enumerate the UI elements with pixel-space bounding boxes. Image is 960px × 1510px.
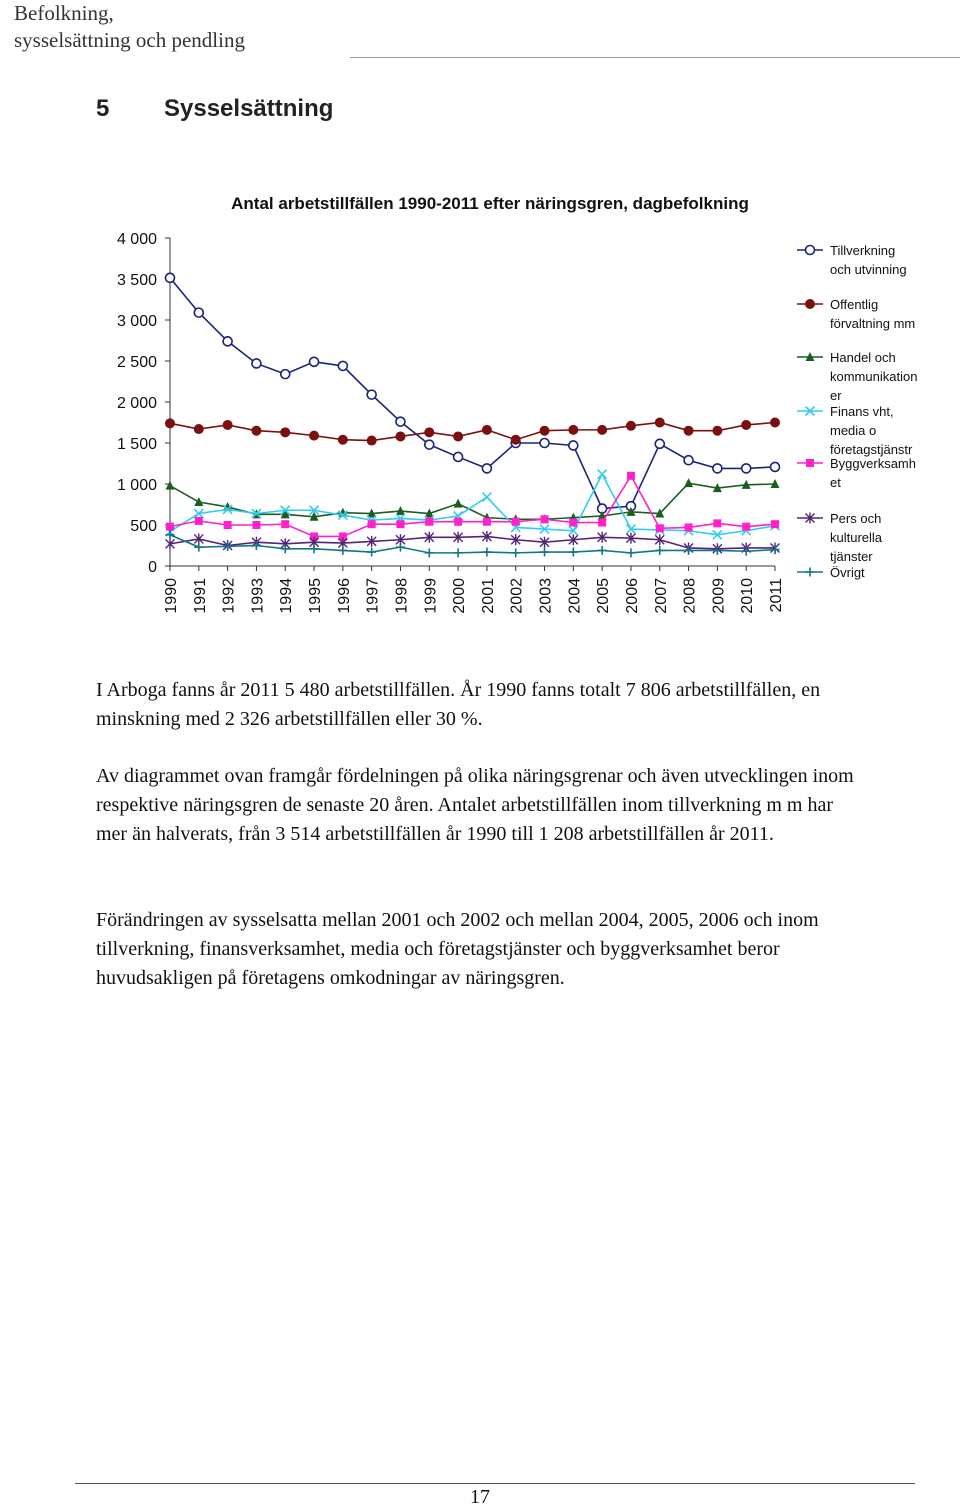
data-point — [598, 546, 607, 555]
y-tick-label: 3 500 — [116, 272, 157, 289]
data-point — [655, 418, 664, 427]
legend-entry-6 — [797, 565, 865, 580]
series-line — [170, 483, 775, 519]
data-point — [396, 432, 405, 441]
data-point — [338, 435, 347, 444]
page-number: 17 — [470, 1486, 490, 1508]
data-point — [194, 425, 203, 434]
chart-title: Antal arbetstillfällen 1990-2011 efter näringsgren, dagbefolkning — [231, 194, 749, 213]
data-point — [425, 428, 434, 437]
footer-rule — [75, 1483, 915, 1484]
data-point — [626, 421, 635, 430]
data-point — [627, 472, 635, 480]
x-tick-label: 1999 — [422, 578, 440, 614]
data-point — [483, 518, 491, 526]
data-point — [598, 425, 607, 434]
data-point — [656, 524, 664, 532]
x-tick-label: 2007 — [652, 578, 670, 614]
data-point — [223, 420, 232, 429]
data-point — [569, 548, 578, 557]
paragraph-3: Förändringen av sysselsatta mellan 2001 och 2002 och mellan 2004, 2005, 2006 och inom tillverkning, finansverksamhet, media och företagstjänster och byggverksamhet beror huvudsakligen på företagens omkodningar av näringsgren. — [96, 909, 819, 989]
data-point — [569, 441, 578, 450]
legend-label: Byggverksamh — [830, 456, 916, 471]
x-tick-label: 1995 — [307, 578, 325, 614]
data-point — [425, 548, 434, 557]
data-point — [511, 548, 520, 557]
legend-marker — [806, 459, 814, 467]
data-point — [367, 390, 376, 399]
legend-label: tjänster — [830, 549, 873, 564]
data-point — [684, 456, 693, 465]
data-point — [368, 520, 376, 528]
header-rule — [350, 57, 960, 58]
data-point — [281, 544, 290, 553]
data-point — [454, 518, 462, 526]
data-point — [482, 493, 491, 502]
series-line — [170, 278, 775, 509]
data-point — [713, 464, 722, 473]
data-point — [655, 439, 664, 448]
legend-label: Handel och — [830, 350, 896, 365]
x-tick-label: 1990 — [163, 578, 180, 614]
y-tick-label: 2 000 — [116, 395, 157, 412]
legend-label: et — [830, 475, 841, 490]
data-point — [396, 543, 405, 552]
data-point — [224, 521, 232, 529]
data-point — [166, 530, 175, 539]
data-point — [281, 370, 290, 379]
section-number: 5 — [96, 95, 110, 122]
data-point — [195, 517, 203, 525]
header-line-2: sysselsättning och pendling — [14, 28, 245, 52]
data-point — [482, 425, 491, 434]
data-point — [655, 546, 664, 555]
data-point — [511, 435, 520, 444]
data-point — [425, 440, 434, 449]
data-point — [598, 519, 606, 527]
data-point — [166, 273, 175, 282]
data-point — [685, 523, 693, 531]
y-tick-label: 4 000 — [116, 231, 157, 248]
legend-marker — [806, 300, 815, 309]
section-heading — [96, 95, 333, 123]
legend-label: företagstjänstr — [830, 442, 913, 457]
series-0 — [166, 273, 780, 513]
series-2 — [166, 478, 780, 523]
x-tick-label: 1993 — [249, 578, 267, 614]
data-point — [541, 515, 549, 523]
data-point — [338, 546, 347, 555]
data-point — [540, 548, 549, 557]
data-point — [367, 436, 376, 445]
data-point — [713, 519, 721, 527]
legend-label: Övrigt — [830, 565, 865, 580]
data-point — [281, 428, 290, 437]
data-point — [482, 548, 491, 557]
data-point — [771, 418, 780, 427]
running-header — [14, 0, 245, 54]
data-point — [742, 523, 750, 531]
legend-marker — [806, 246, 815, 255]
data-point — [396, 520, 404, 528]
legend-entry-4 — [797, 456, 916, 490]
legend-label: Finans vht, — [830, 404, 894, 419]
data-point — [598, 470, 607, 479]
series-line — [170, 474, 775, 535]
data-point — [771, 520, 779, 528]
paragraph-1: I Arboga fanns år 2011 5 480 arbetstillfällen. År 1990 fanns totalt 7 806 arbetstillfällen, en minskning med 2 326 arbetstillfällen eller 30 %. — [96, 679, 821, 730]
legend-entry-2 — [797, 350, 917, 403]
data-point — [252, 426, 261, 435]
legend-marker — [806, 568, 815, 577]
x-tick-label: 2004 — [566, 578, 584, 614]
chart-plot-area — [166, 273, 780, 557]
x-tick-label: 1997 — [364, 578, 382, 614]
x-tick-label: 2009 — [710, 578, 728, 614]
data-point — [742, 420, 751, 429]
data-point — [338, 361, 347, 370]
y-tick-label: 500 — [130, 518, 157, 535]
data-point — [684, 426, 693, 435]
data-point — [194, 497, 203, 506]
data-point — [684, 478, 693, 487]
employment-line-chart — [0, 180, 960, 640]
legend-entry-0 — [797, 243, 907, 277]
data-point — [281, 520, 289, 528]
legend-label: och utvinning — [830, 262, 907, 277]
chart-legend — [797, 243, 917, 580]
legend-entry-5 — [797, 511, 883, 564]
y-tick-label: 1 500 — [116, 436, 157, 453]
x-tick-label: 1998 — [393, 578, 411, 614]
data-point — [454, 548, 463, 557]
data-point — [223, 337, 232, 346]
data-point — [454, 432, 463, 441]
x-tick-label: 2005 — [595, 578, 613, 614]
x-tick-label: 2001 — [479, 578, 497, 614]
legend-label: Pers och — [830, 511, 882, 526]
legend-label: kulturella — [830, 530, 883, 545]
data-point — [742, 464, 751, 473]
x-tick-label: 2008 — [681, 578, 699, 614]
x-tick-label: 2000 — [451, 578, 469, 614]
x-tick-label: 2011 — [768, 578, 785, 613]
data-point — [626, 548, 635, 557]
y-tick-label: 3 000 — [116, 313, 157, 330]
data-point — [482, 464, 491, 473]
data-point — [454, 452, 463, 461]
data-point — [310, 357, 319, 366]
data-point — [166, 419, 175, 428]
section-title: Sysselsättning — [164, 95, 334, 122]
x-tick-label: 2002 — [508, 578, 526, 614]
legend-label: Offentlig — [830, 297, 879, 312]
data-point — [713, 546, 722, 555]
data-point — [540, 426, 549, 435]
data-point — [166, 481, 175, 490]
data-point — [252, 359, 261, 368]
data-point — [540, 439, 549, 448]
x-tick-label: 1991 — [191, 578, 209, 614]
data-point — [454, 499, 463, 508]
data-point — [569, 519, 577, 527]
data-point — [166, 523, 174, 531]
legend-label: Tillverkning — [830, 243, 896, 258]
paragraph-2: Av diagrammet ovan framgår fördelningen på olika näringsgrenar och även utvecklingen inom respektive näringsgren de senaste 20 åren. Antalet arbetstillfällen inom tillverkning m m har mer än halverats, från 3 514 arbetstillfällen år 1990 till 1 208 arbetstillfällen år 2011. — [96, 765, 854, 845]
legend-label: media o — [830, 423, 877, 438]
data-point — [713, 426, 722, 435]
legend-entry-3 — [797, 404, 913, 457]
legend-entry-1 — [797, 297, 915, 331]
legend-label: förvaltning mm — [830, 316, 916, 331]
data-point — [367, 548, 376, 557]
data-point — [771, 462, 780, 471]
data-point — [512, 518, 520, 526]
y-tick-label: 1 000 — [116, 477, 157, 494]
x-tick-label: 2003 — [537, 578, 555, 614]
data-point — [425, 518, 433, 526]
legend-label: kommunikation — [830, 369, 918, 384]
data-point — [569, 425, 578, 434]
data-point — [194, 308, 203, 317]
header-line-1: Befolkning, — [14, 1, 114, 25]
data-point — [252, 521, 260, 529]
x-tick-label: 1994 — [278, 578, 296, 614]
data-point — [396, 417, 405, 426]
x-tick-label: 2006 — [623, 578, 641, 614]
x-tick-label: 2010 — [739, 578, 757, 614]
x-tick-label: 1992 — [220, 578, 238, 614]
x-tick-label: 1996 — [335, 578, 353, 614]
y-tick-label: 2 500 — [116, 354, 157, 371]
chart-axes — [117, 231, 785, 614]
y-tick-label: 0 — [148, 559, 157, 576]
legend-label: er — [830, 388, 842, 403]
data-point — [310, 431, 319, 440]
data-point — [194, 543, 203, 552]
data-point — [771, 545, 780, 554]
series-1 — [166, 418, 780, 445]
